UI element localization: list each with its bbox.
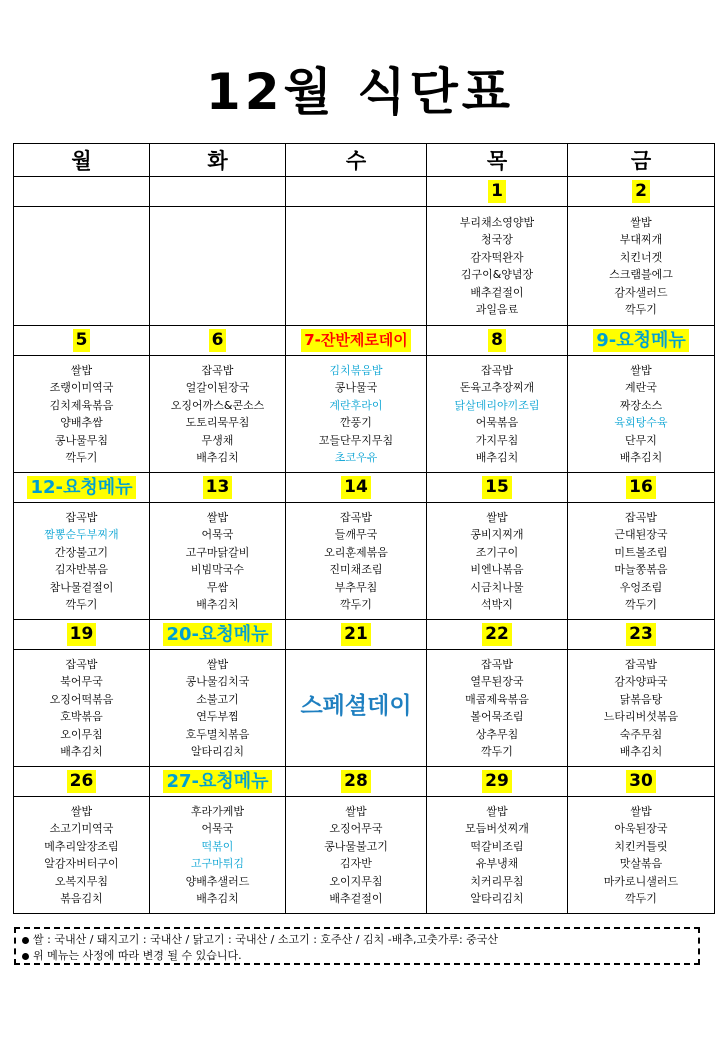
note-origin [22,932,698,948]
menu-item: 쌀밥 [70,804,93,818]
menu-item: 초코우유 [334,451,378,464]
menu-item: 가지무침 [475,433,519,447]
date-cell [286,767,427,797]
menu-item: 깐풍기 [340,416,372,429]
menu-item: 김구이&양념장 [460,268,534,281]
menu-item: 어묵국 [201,528,234,541]
meal-cell [427,356,568,473]
menu-item: 양배추쌈 [60,416,103,429]
menu-item: 배추김치 [619,745,663,758]
menu-item: 근대된장국 [614,528,668,541]
date-cell [427,177,568,207]
date-cell [150,177,286,207]
menu-item: 소불고기 [196,692,239,706]
menu-item: 짜장소스 [619,398,663,412]
menu-item: 우엉조림 [619,580,663,594]
menu-item: 오징어무국 [329,822,383,835]
menu-item: 떡볶이 [201,839,234,853]
menu-item: 쌀밥 [206,657,229,671]
menu-item: 소고기미역국 [49,822,114,835]
date-cell [14,767,150,797]
date-cell [150,620,286,650]
menu-item: 감자양파국 [614,675,668,688]
menu-item: 오이무침 [60,727,103,741]
menu-item: 알감자버터구이 [44,857,119,870]
menu-item: 과일음료 [475,303,519,316]
menu-item: 매콤제육볶음 [465,692,529,706]
menu-item: 간장불고기 [54,545,109,559]
meal-cell [14,356,150,473]
date-cell [568,326,715,356]
menu-item: 마카로니샐러드 [603,874,679,888]
date-label: 23 [626,623,656,646]
menu-item: 잡곡밥 [625,510,657,524]
menu-item: 청국장 [481,233,513,246]
menu-item: 배추겉절이 [329,892,383,905]
menu-item: 유부냉채 [475,857,519,870]
menu-item: 상추무침 [475,727,519,741]
menu-item: 부리채소영양밥 [459,215,535,229]
meal-cell [427,207,568,326]
meal-cell [150,797,286,914]
menu-item: 깍두기 [625,598,657,611]
meal-row [14,207,715,326]
meal-cell [427,797,568,914]
menu-item: 배추김치 [619,451,663,464]
menu-item: 닭볶음탕 [619,692,663,706]
date-cell [286,620,427,650]
date-cell [14,326,150,356]
menu-item: 깍두기 [340,598,372,611]
menu-item: 잡곡밥 [481,657,513,671]
menu-item: 콩비지찌개 [470,528,524,541]
meal-cell [568,503,715,620]
menu-item: 오복지무침 [54,874,109,888]
menu-item: 스크램블에그 [609,268,673,281]
menu-item: 진미채조림 [329,563,383,576]
weekday-header: 금 [568,144,715,177]
menu-item: 부대찌개 [619,233,663,246]
menu-item: 떡갈비조림 [470,839,524,853]
meal-cell [427,650,568,767]
weekday-header: 수 [286,144,427,177]
date-row [14,326,715,356]
meal-cell [150,650,286,767]
meal-cell [286,503,427,620]
menu-item: 콩나물김치국 [185,675,250,688]
date-label: 29 [482,770,512,793]
menu-item: 어묵볶음 [475,416,519,429]
menu-item: 계란국 [625,381,657,394]
date-row [14,767,715,797]
menu-item: 계란후라이 [329,398,383,412]
date-cell [150,326,286,356]
date-cell [286,326,427,356]
date-cell [427,326,568,356]
date-cell [568,473,715,503]
date-label: 21 [341,623,371,646]
menu-item: 콩나물무침 [54,433,109,447]
menu-item: 잡곡밥 [625,657,657,671]
menu-item: 깍두기 [625,892,657,905]
date-row [14,473,715,503]
menu-item: 잡곡밥 [201,363,234,377]
date-cell [150,767,286,797]
menu-item: 후라가케밥 [190,804,245,818]
date-label: 16 [626,476,656,499]
menu-item: 배추김치 [60,745,103,758]
menu-item: 쌀밥 [630,215,652,229]
menu-item: 볼어묵조림 [470,710,524,723]
menu-item: 참나물겉절이 [49,580,114,594]
bullet-icon [22,937,29,944]
date-label: 14 [341,476,371,499]
menu-item: 볶음김치 [60,892,103,905]
meal-cell [14,503,150,620]
date-cell [14,473,150,503]
menu-item: 쌀밥 [630,363,652,377]
menu-item: 배추김치 [196,451,239,464]
menu-item: 쌀밥 [345,804,367,818]
menu-item: 양배추샐러드 [185,874,250,888]
menu-item: 오징어까스&콘소스 [170,398,265,412]
menu-item: 치킨커틀릿 [614,839,668,853]
date-cell [427,620,568,650]
menu-item: 잡곡밥 [65,657,98,671]
weekday-header: 목 [427,144,568,177]
menu-item: 깍두기 [65,598,98,611]
meal-cell [14,650,150,767]
menu-item: 콩나물국 [334,381,378,394]
date-label: 30 [626,770,656,793]
date-label: 9-요청메뉴 [593,329,689,352]
menu-item: 모듬버섯찌개 [465,822,529,835]
menu-item: 메추리알장조림 [44,839,119,853]
menu-table [13,143,715,914]
date-cell [14,177,150,207]
meal-cell [427,503,568,620]
menu-item: 마늘쫑볶음 [614,563,668,576]
menu-item: 깍두기 [481,745,513,758]
menu-item: 호박볶음 [60,710,103,723]
meal-cell [14,207,150,326]
menu-item: 돈육고추장찌개 [459,381,535,394]
date-cell [14,620,150,650]
menu-item: 고구마튀김 [190,857,245,870]
menu-item: 잡곡밥 [481,363,513,377]
date-label: 2 [632,180,650,203]
menu-item: 깍두기 [625,303,657,316]
menu-item: 느타리버섯볶음 [603,710,679,723]
date-cell [568,620,715,650]
meal-cell [286,650,427,767]
menu-item: 쌀밥 [486,804,508,818]
date-cell [286,177,427,207]
menu-item: 배추김치 [196,892,239,905]
date-cell [286,473,427,503]
page-title: 12월 식단표 [205,63,515,121]
date-label: 26 [67,770,97,793]
menu-item: 잡곡밥 [65,510,98,524]
menu-item: 쌀밥 [486,510,508,524]
date-cell [568,767,715,797]
date-cell [427,473,568,503]
meal-cell [286,797,427,914]
weekday-header-row [14,144,715,177]
menu-item: 닭살데리야끼조림 [454,398,540,412]
meal-cell [286,207,427,326]
menu-item: 잡곡밥 [340,510,372,524]
menu-item: 얼갈이된장국 [185,381,250,394]
meal-row [14,797,715,914]
menu-item: 콩나물불고기 [324,839,388,853]
meal-cell [14,797,150,914]
menu-item: 아욱된장국 [614,822,668,835]
note-text: 쌀 : 국내산 / 돼지고기 : 국내산 / 닭고기 : 국내산 / 소고기 : 호주산 / 김치 -배추,고춧가루: 중국산 [33,933,499,946]
menu-item: 치커리무침 [470,874,524,888]
menu-item: 조랭이미역국 [49,381,114,394]
menu-item: 석박지 [481,598,513,611]
menu-item: 시금치나물 [470,580,524,594]
date-label: 7-잔반제로데이 [301,329,411,352]
date-cell [150,473,286,503]
special-day-label: 스페셜데이 [300,692,412,719]
date-row [14,177,715,207]
menu-item: 호두멸치볶음 [185,727,250,741]
menu-item: 쌀밥 [206,510,229,524]
meal-row [14,356,715,473]
menu-item: 단무지 [625,433,657,447]
menu-item: 미트볼조림 [614,545,668,559]
notes-box [14,927,700,965]
menu-item: 비빔막국수 [190,563,245,576]
meal-cell [150,356,286,473]
meal-cell [150,207,286,326]
menu-item: 짬뽕순두부찌개 [44,528,119,541]
menu-item: 도토리묵무침 [185,416,250,429]
meal-cell [568,207,715,326]
menu-item: 부추무침 [334,580,378,594]
menu-item: 깍두기 [65,451,98,464]
menu-item: 감자샐러드 [614,285,668,299]
menu-item: 치킨너겟 [619,250,663,264]
menu-item: 쌀밥 [630,804,652,818]
menu-item: 열무된장국 [470,675,524,688]
menu-item: 알타리김치 [190,745,245,758]
bullet-icon [22,953,29,960]
date-label: 1 [488,180,506,203]
meal-cell [286,356,427,473]
menu-item: 꼬들단무지무침 [318,433,394,447]
date-label: 19 [67,623,97,646]
menu-item: 숙주무침 [619,727,663,741]
date-cell [427,767,568,797]
menu-item: 김자반 [340,857,372,870]
menu-item: 배추겉절이 [470,285,524,299]
date-label: 22 [482,623,512,646]
meal-cell [568,356,715,473]
menu-item: 배추김치 [475,451,519,464]
menu-item: 고구마닭갈비 [185,545,250,559]
date-label: 20-요청메뉴 [163,623,271,646]
note-change [22,948,698,964]
menu-item: 김치제육볶음 [49,398,114,412]
menu-item: 알타리김치 [470,892,524,905]
date-label: 12-요청메뉴 [27,476,135,499]
menu-item: 무쌈 [206,580,229,594]
menu-item: 조기구이 [475,545,519,559]
date-row [14,620,715,650]
date-label: 27-요청메뉴 [163,770,271,793]
menu-item: 연두부찜 [196,710,239,723]
meal-cell [150,503,286,620]
menu-item: 쌀밥 [70,363,93,377]
date-label: 28 [341,770,371,793]
menu-item: 육회탕수육 [614,416,668,429]
menu-item: 오리훈제볶음 [324,545,388,559]
date-label: 6 [209,329,227,352]
date-label: 5 [73,329,91,352]
date-cell [568,177,715,207]
menu-item: 맛살볶음 [619,857,663,870]
date-label: 15 [482,476,512,499]
date-label: 13 [203,476,233,499]
date-label: 8 [488,329,506,352]
meal-row [14,503,715,620]
menu-item: 들깨무국 [334,528,378,541]
weekday-header: 월 [14,144,150,177]
menu-item: 오이지무침 [329,874,383,888]
menu-item: 어묵국 [201,822,234,835]
menu-item: 김자반볶음 [54,563,109,576]
menu-item: 배추김치 [196,598,239,611]
menu-item: 북어무국 [60,675,103,688]
meal-cell [568,650,715,767]
weekday-header: 화 [150,144,286,177]
meal-cell [568,797,715,914]
menu-item: 감자떡완자 [470,250,524,264]
menu-item: 오징어떡볶음 [49,692,114,706]
menu-item: 김치볶음밥 [329,363,383,377]
meal-row [14,650,715,767]
menu-item: 비엔나볶음 [470,563,524,576]
note-text: 위 메뉴는 사정에 따라 변경 될 수 있습니다. [33,949,242,962]
menu-item: 무생채 [201,433,234,447]
